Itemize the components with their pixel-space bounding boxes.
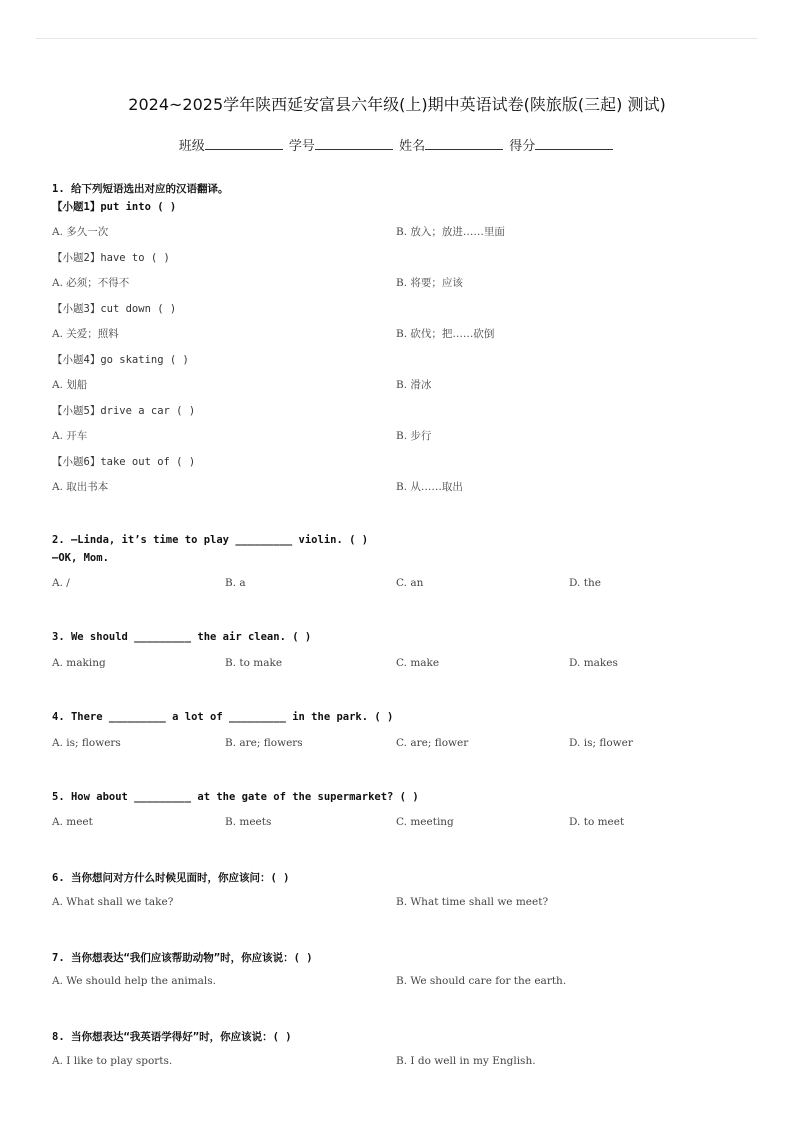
question-7-stem: 7. 当你想表达“我们应该帮助动物”时，你应该说：( ) bbox=[52, 952, 313, 964]
subquestion-2-option-a[interactable]: A. 必须；不得不 bbox=[52, 277, 130, 289]
exam-title: 2024~2025学年陕西延安富县六年级(上)期中英语试卷(陕旅版(三起) 测试) bbox=[128, 95, 666, 114]
question-5-stem: 5. How about _________ at the gate of the supermarket? ( ) bbox=[52, 791, 419, 803]
class-label: 班级 bbox=[178, 139, 205, 154]
question-5-option-b[interactable]: B. meets bbox=[225, 816, 272, 828]
subquestion-4-option-a[interactable]: A. 划船 bbox=[52, 379, 88, 391]
question-2-stem-reply: —OK, Mom. bbox=[52, 552, 109, 564]
subquestion-6-option-a[interactable]: A. 取出书本 bbox=[52, 481, 109, 493]
question-3-stem: 3. We should _________ the air clean. ( ) bbox=[52, 631, 312, 643]
subquestion-3-option-b[interactable]: B. 砍伐；把……砍倒 bbox=[396, 328, 495, 340]
subquestion-2-stem: 【小题2】have to ( ) bbox=[52, 252, 170, 264]
question-1-stem: 1. 给下列短语选出对应的汉语翻译。 bbox=[52, 183, 229, 195]
question-3-option-b[interactable]: B. to make bbox=[225, 657, 283, 669]
question-8-stem: 8. 当你想表达“我英语学得好”时，你应该说：( ) bbox=[52, 1031, 292, 1043]
subquestion-3-option-a[interactable]: A. 关爱；照料 bbox=[52, 328, 119, 340]
question-5-option-d[interactable]: D. to meet bbox=[569, 816, 625, 828]
subquestion-1-stem: 【小题1】put into ( ) bbox=[52, 201, 177, 213]
subquestion-4-stem: 【小题4】go skating ( ) bbox=[52, 354, 189, 366]
subquestion-2-option-b[interactable]: B. 将要；应该 bbox=[396, 277, 463, 289]
question-7-option-a[interactable]: A. We should help the animals. bbox=[52, 975, 217, 987]
question-7-option-b[interactable]: B. We should care for the earth. bbox=[396, 975, 567, 987]
question-3-option-d[interactable]: D. makes bbox=[569, 657, 618, 669]
student-number-label: 学号 bbox=[288, 139, 315, 154]
header-rule bbox=[36, 38, 758, 39]
question-4-stem: 4. There _________ a lot of _________ in the park. ( ) bbox=[52, 711, 394, 723]
question-2-option-b[interactable]: B. a bbox=[225, 577, 246, 589]
question-6-option-b[interactable]: B. What time shall we meet? bbox=[396, 896, 549, 908]
score-label: 得分 bbox=[509, 139, 536, 154]
name-label: 姓名 bbox=[399, 139, 426, 154]
question-6-option-a[interactable]: A. What shall we take? bbox=[52, 896, 174, 908]
subquestion-3-stem: 【小题3】cut down ( ) bbox=[52, 303, 177, 315]
question-5-option-a[interactable]: A. meet bbox=[52, 816, 93, 828]
subquestion-6-option-b[interactable]: B. 从……取出 bbox=[396, 481, 463, 493]
student-info-line bbox=[0, 135, 794, 154]
question-8-option-a[interactable]: A. I like to play sports. bbox=[52, 1055, 173, 1067]
name-blank[interactable] bbox=[425, 139, 503, 150]
question-5-option-c[interactable]: C. meeting bbox=[396, 816, 454, 828]
question-4-option-b[interactable]: B. are; flowers bbox=[225, 737, 303, 749]
question-8-option-b[interactable]: B. I do well in my English. bbox=[396, 1055, 536, 1067]
question-3-option-a[interactable]: A. making bbox=[52, 657, 106, 669]
question-2-stem: 2. —Linda, it’s time to play _________ violin. ( ) bbox=[52, 534, 369, 546]
question-2-option-c[interactable]: C. an bbox=[396, 577, 424, 589]
score-blank[interactable] bbox=[535, 139, 613, 150]
question-2-option-d[interactable]: D. the bbox=[569, 577, 601, 589]
student-number-blank[interactable] bbox=[315, 139, 393, 150]
subquestion-1-option-a[interactable]: A. 多久一次 bbox=[52, 226, 109, 238]
question-4-option-c[interactable]: C. are; flower bbox=[396, 737, 469, 749]
subquestion-5-option-b[interactable]: B. 步行 bbox=[396, 430, 432, 442]
subquestion-5-option-a[interactable]: A. 开车 bbox=[52, 430, 88, 442]
class-blank[interactable] bbox=[205, 139, 283, 150]
question-4-option-d[interactable]: D. is; flower bbox=[569, 737, 633, 749]
question-4-option-a[interactable]: A. is; flowers bbox=[52, 737, 121, 749]
question-3-option-c[interactable]: C. make bbox=[396, 657, 440, 669]
subquestion-1-option-b[interactable]: B. 放入；放进……里面 bbox=[396, 226, 505, 238]
subquestion-4-option-b[interactable]: B. 滑冰 bbox=[396, 379, 432, 391]
question-6-stem: 6. 当你想问对方什么时候见面时，你应该问：( ) bbox=[52, 872, 290, 884]
question-2-option-a[interactable]: A. / bbox=[52, 577, 70, 589]
subquestion-5-stem: 【小题5】drive a car ( ) bbox=[52, 405, 196, 417]
subquestion-6-stem: 【小题6】take out of ( ) bbox=[52, 456, 196, 468]
